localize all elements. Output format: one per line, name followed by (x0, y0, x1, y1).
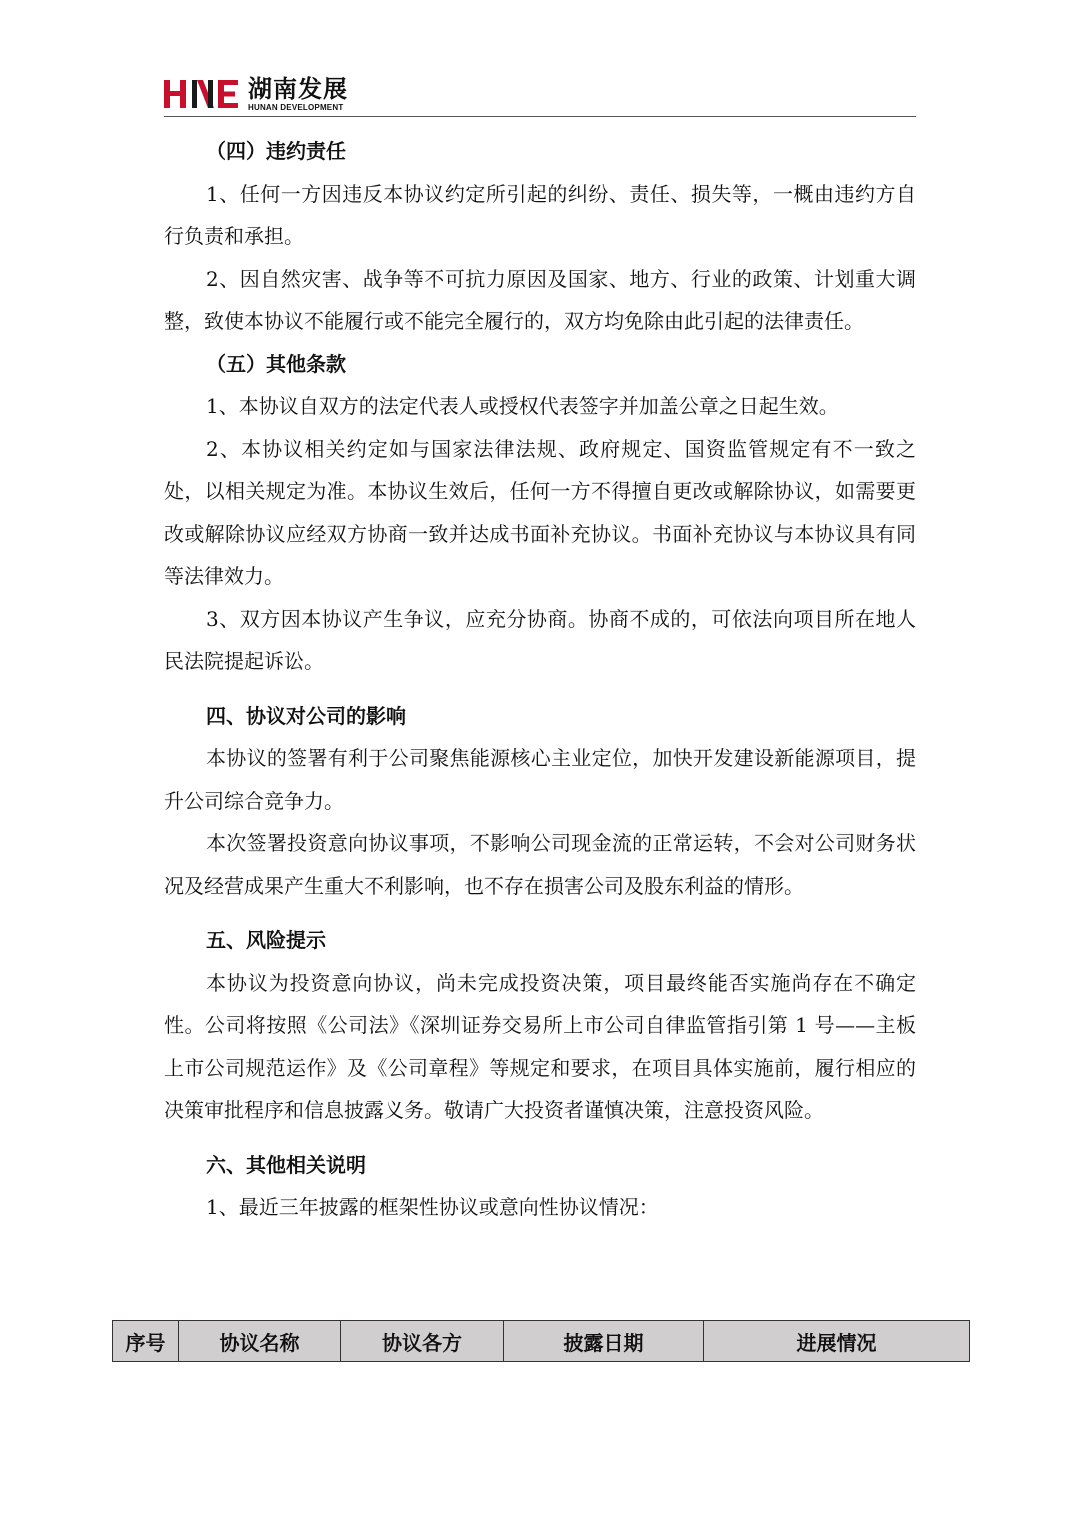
document-body (164, 130, 916, 1229)
page-header (164, 75, 916, 117)
company-name-cn: 湖南发展 (248, 75, 348, 103)
clause-heading-breach: （四）违约责任 (206, 139, 346, 163)
company-name-en: HUNAN DEVELOPMENT (248, 103, 344, 112)
paragraph: 1、本协议自双方的法定代表人或授权代表签字并加盖公章之日起生效。 (206, 394, 839, 418)
column-header-disclosure-date: 披露日期 (504, 1321, 704, 1362)
paragraph: 2、因自然灾害、战争等不可抗力原因及国家、地方、行业的政策、计划重大调整，致使本协议不能履行或不能完全履行的，双方均免除由此引起的法律责任。 (164, 266, 916, 333)
section-heading-risk: 五、风险提示 (206, 928, 326, 952)
paragraph: 3、双方因本协议产生争议，应充分协商。协商不成的，可依法向项目所在地人民法院提起诉讼。 (164, 606, 916, 673)
column-header-agreement-name: 协议名称 (179, 1321, 341, 1362)
section-heading-impact: 四、协议对公司的影响 (206, 703, 406, 728)
section-heading-other: 六、其他相关说明 (206, 1152, 366, 1177)
agreements-table (112, 1320, 970, 1362)
hne-logo-icon (164, 78, 238, 110)
paragraph: 1、最近三年披露的框架性协议或意向性协议情况： (206, 1195, 659, 1219)
column-header-parties: 协议各方 (341, 1321, 504, 1362)
paragraph: 本次签署投资意向协议事项，不影响公司现金流的正常运转，不会对公司财务状况及经营成果产生重大不利影响，也不存在损害公司及股东利益的情形。 (164, 831, 916, 898)
paragraph: 本协议的签署有利于公司聚焦能源核心主业定位，加快开发建设新能源项目，提升公司综合竞争力。 (164, 746, 916, 813)
column-header-progress: 进展情况 (704, 1321, 970, 1362)
clause-heading-other: （五）其他条款 (206, 351, 346, 376)
paragraph: 1、任何一方因违反本协议约定所引起的纠纷、责任、损失等，一概由违约方自行负责和承担。 (164, 181, 916, 248)
paragraph: 2、本协议相关约定如与国家法律法规、政府规定、国资监管规定有不一致之处，以相关规定为准。本协议生效后，任何一方不得擅自更改或解除协议，如需要更改或解除协议应经双方协商一致并达成书面补充协议。书面补充协议与本协议具有同等法律效力。 (164, 436, 916, 588)
paragraph: 本协议为投资意向协议，尚未完成投资决策，项目最终能否实施尚存在不确定性。公司将按照《公司法》《深圳证券交易所上市公司自律监管指引第 1 号——主板上市公司规范运作》及《公司章程》等规定和要求，在项目具体实施前，履行相应的决策审批程序和信息披露义务。敬请广大投资者谨慎决策，注意投资风险。 (164, 970, 916, 1122)
table-header-row (113, 1321, 970, 1362)
column-header-index: 序号 (113, 1321, 179, 1362)
